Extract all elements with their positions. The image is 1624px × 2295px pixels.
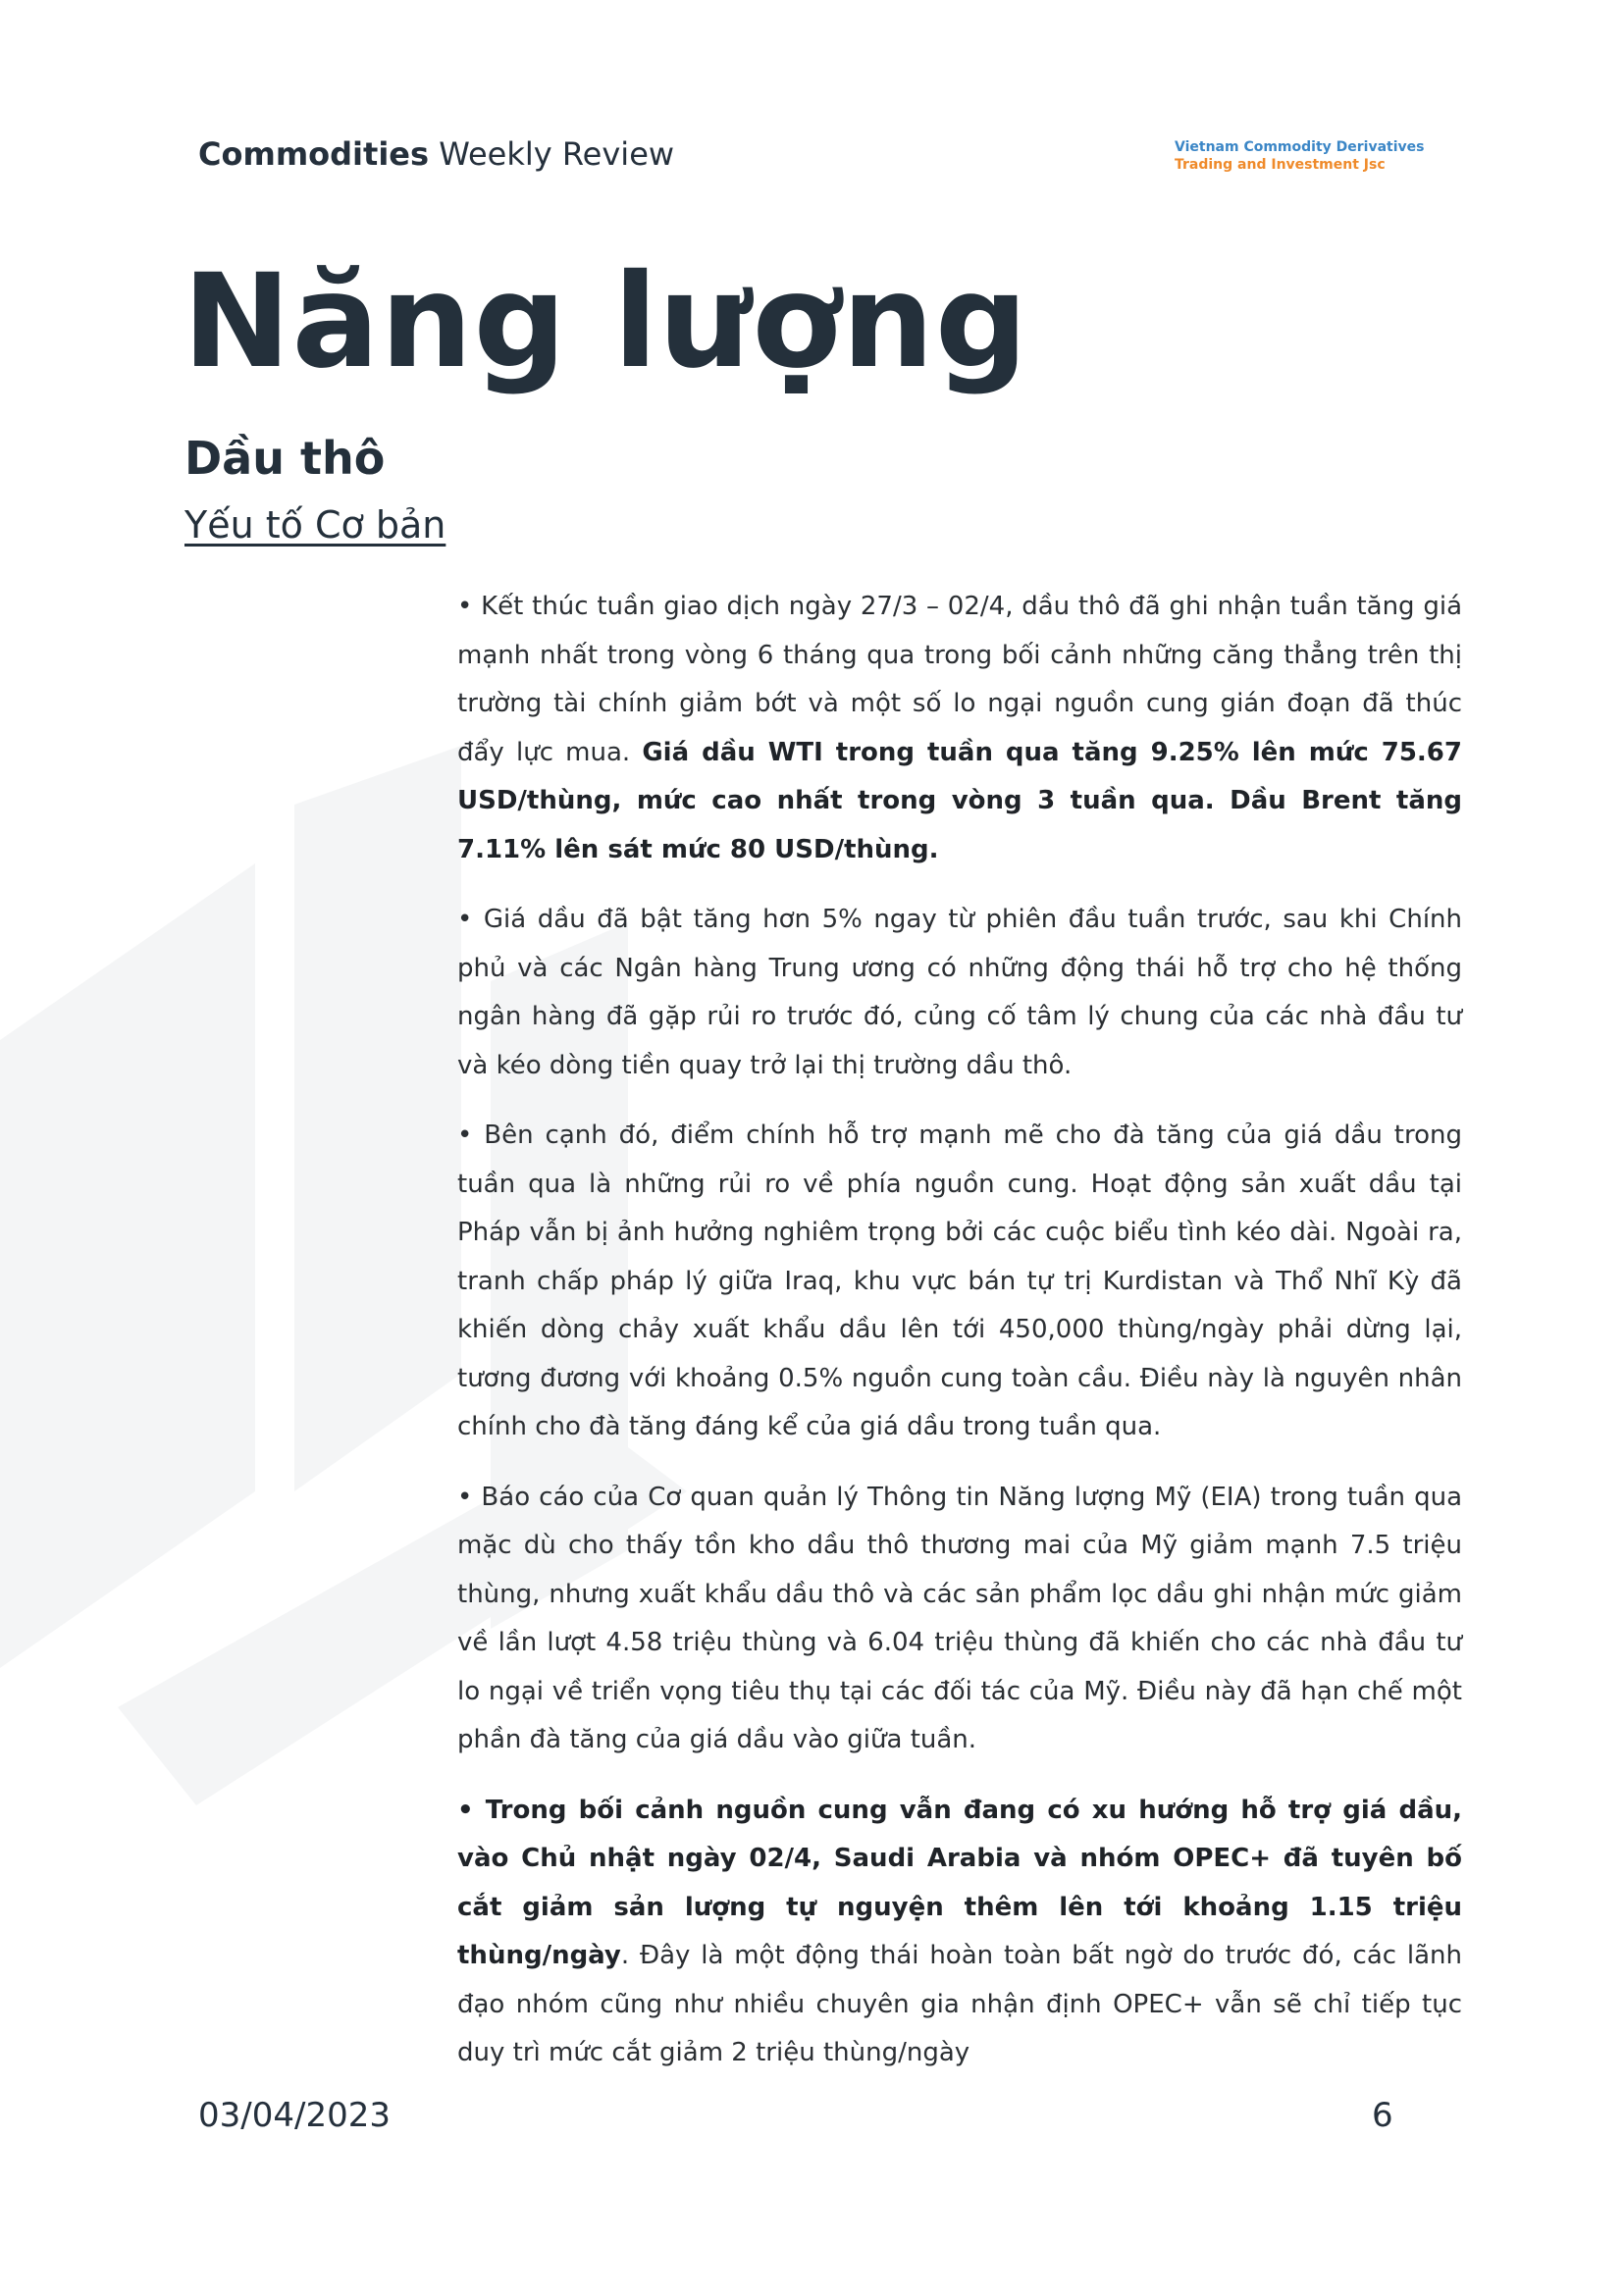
- paragraph-1: [457, 583, 1462, 874]
- paragraph-3: • Bên cạnh đó, điểm chính hỗ trợ mạnh mẽ cho đà tăng của giá dầu trong tuần qua là những rủi ro về phía nguồn cung. Hoạt động sản xuất dầu tại Pháp vẫn bị ảnh hưởng nghiêm trọng bởi các cuộc biểu tình kéo dài. Ngoài ra, tranh chấp pháp lý giữa Iraq, khu vực bán tự trị Kurdistan và Thổ Nhĩ Kỳ đã khiến dòng chảy xuất khẩu dầu lên tới 450,000 thùng/ngày phải dừng lại, tương đương với khoảng 0.5% nguồn cung toàn cầu. Điều này là nguyên nhân chính cho đà tăng đáng kể của giá dầu trong tuần qua.: [457, 1121, 1462, 1441]
- page-title: Năng lượng: [183, 246, 1029, 397]
- paragraph-4: • Báo cáo của Cơ quan quản lý Thông tin Năng lượng Mỹ (EIA) trong tuần qua mặc dù cho thấy tồn kho dầu thô thương mai của Mỹ giảm mạnh 7.5 triệu thùng, nhưng xuất khẩu dầu thô và các sản phẩm lọc dầu ghi nhận mức giảm về lần lượt 4.58 triệu thùng và 6.04 triệu thùng đã khiến cho các nhà đầu tư lo ngại về triển vọng tiêu thụ tại các đối tác của Mỹ. Điều này đã hạn chế một phần đà tăng của giá dầu vào giữa tuần.: [457, 1482, 1462, 1754]
- section-subtitle: Dầu thô: [184, 432, 386, 485]
- header-regular: Weekly Review: [429, 135, 675, 173]
- logo-line-1: Vietnam Commodity Derivatives: [1175, 139, 1425, 155]
- paragraph-5-bold: • Trong bối cảnh nguồn cung vẫn đang có xu hướng hỗ trợ giá dầu, vào Chủ nhật ngày 02/4, Saudi Arabia và nhóm OPEC+ đã tuyên bố cắt giảm sản lượng tự nguyện thêm lên tới khoảng 1.15 triệu thùng/ngày: [457, 1795, 1462, 1970]
- report-header: [198, 135, 674, 173]
- section-heading-link: Yếu tố Cơ bản: [184, 503, 446, 547]
- footer-date: 03/04/2023: [198, 2096, 391, 2135]
- article-body: [457, 583, 1462, 2100]
- page-number: 6: [1372, 2096, 1393, 2135]
- paragraph-1-plain: • Kết thúc tuần giao dịch ngày 27/3 – 02/4, dầu thô đã ghi nhận tuần tăng giá mạnh nhất trong vòng 6 tháng qua trong bối cảnh những căng thẳng trên thị trường tài chính giảm bớt và một số lo ngại nguồn cung gián đoạn đã thúc đẩy lực mua.: [457, 592, 1462, 767]
- company-logo: [1175, 138, 1425, 174]
- paragraph-5-plain: . Đây là một động thái hoàn toàn bất ngờ do trước đó, các lãnh đạo nhóm cũng như nhiều chuyên gia nhận định OPEC+ vẫn sẽ chỉ tiếp tục duy trì mức cắt giảm 2 triệu thùng/ngày: [457, 1941, 1462, 2067]
- paragraph-1-bold: Giá dầu WTI trong tuần qua tăng 9.25% lên mức 75.67 USD/thùng, mức cao nhất trong vòng 3 tuần qua. Dầu Brent tăng 7.11% lên sát mức 80 USD/thùng.: [457, 737, 1462, 864]
- logo-line-2: Trading and Investment Jsc: [1175, 157, 1386, 173]
- paragraph-5: [457, 1787, 1462, 2078]
- header-bold: Commodities: [198, 135, 430, 173]
- paragraph-2: • Giá dầu đã bật tăng hơn 5% ngay từ phiên đầu tuần trước, sau khi Chính phủ và các Ngân hàng Trung ương có những động thái hỗ trợ cho hệ thống ngân hàng đã gặp rủi ro trước đó, củng cố tâm lý chung của các nhà đầu tư và kéo dòng tiền quay trở lại thị trường dầu thô.: [457, 905, 1462, 1080]
